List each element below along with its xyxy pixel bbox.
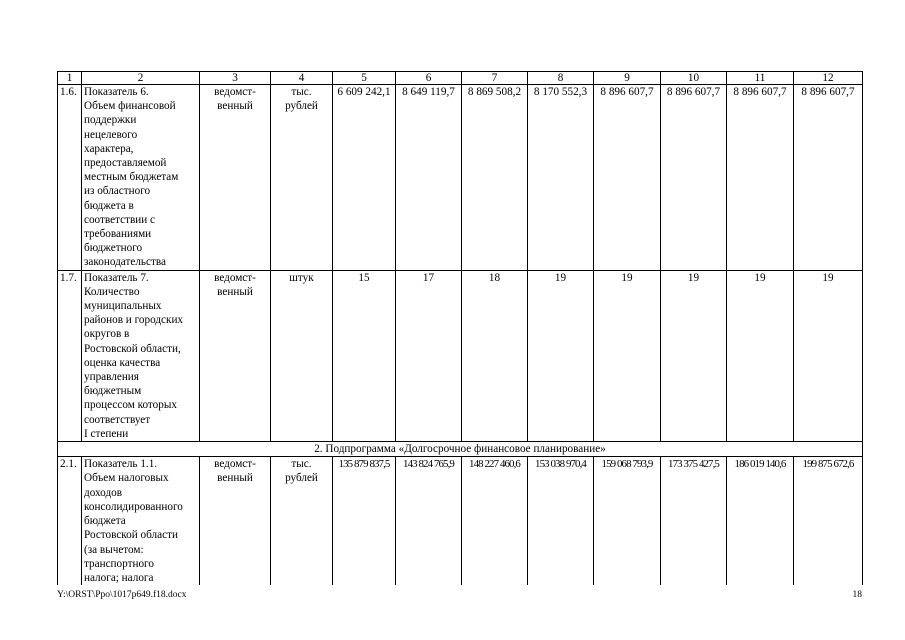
header-cell: 11	[727, 72, 794, 85]
value-cell: 159 068 793,9	[594, 457, 661, 585]
value-cell: 8 170 552,3	[528, 85, 594, 271]
table-row	[58, 270, 863, 441]
value-cell: 19	[794, 270, 863, 441]
value-cell: 153 038 970,4	[528, 457, 594, 585]
value-cell: 199 875 672,6	[794, 457, 863, 585]
value-cell: 173 375 427,5	[661, 457, 727, 585]
header-row	[58, 72, 863, 85]
indicator-type: ведомст- венный	[200, 457, 271, 585]
header-cell: 12	[794, 72, 863, 85]
row-number: 2.1.	[58, 457, 82, 585]
value-cell: 8 869 508,2	[462, 85, 528, 271]
header-cell: 4	[271, 72, 333, 85]
value-cell: 135 879 837,5	[333, 457, 396, 585]
indicator-description: Показатель 7. Количество муниципальных районов и городских округов в Ростовской области, оценка качества управления бюджетным процессом которых соответствует I степени	[82, 270, 200, 441]
value-cell: 19	[528, 270, 594, 441]
header-cell: 5	[333, 72, 396, 85]
header-cell: 6	[396, 72, 462, 85]
indicators-table	[57, 71, 863, 585]
section-row	[58, 442, 863, 457]
value-cell: 8 896 607,7	[794, 85, 863, 271]
header-cell: 2	[82, 72, 200, 85]
indicator-description: Показатель 1.1. Объем налоговых доходов консолидированного бюджета Ростовской области (за вычетом: транспортного налога; налога	[82, 457, 200, 585]
section-title: 2. Подпрограмма «Долгосрочное финансовое планирование»	[58, 442, 863, 457]
indicator-type: ведомст- венный	[200, 85, 271, 271]
table-row	[58, 85, 863, 271]
value-cell: 8 896 607,7	[594, 85, 661, 271]
header-cell: 1	[58, 72, 82, 85]
measure-unit: штук	[271, 270, 333, 441]
indicator-description: Показатель 6. Объем финансовой поддержки нецелевого характера, предоставляемой местным бюджетам из областного бюджета в соответствии с требованиями бюджетного законодательства	[82, 85, 200, 271]
value-cell: 143 824 765,9	[396, 457, 462, 585]
value-cell: 18	[462, 270, 528, 441]
footer-file-path: Y:\ORST\Ppo\1017p649.f18.docx	[57, 590, 187, 600]
value-cell: 19	[727, 270, 794, 441]
page-number: 18	[852, 590, 862, 600]
indicator-type: ведомст- венный	[200, 270, 271, 441]
value-cell: 15	[333, 270, 396, 441]
value-cell: 148 227 460,6	[462, 457, 528, 585]
value-cell: 17	[396, 270, 462, 441]
value-cell: 8 896 607,7	[727, 85, 794, 271]
value-cell: 6 609 242,1	[333, 85, 396, 271]
value-cell: 19	[594, 270, 661, 441]
value-cell: 186 019 140,6	[727, 457, 794, 585]
header-cell: 10	[661, 72, 727, 85]
table-row	[58, 457, 863, 585]
row-number: 1.7.	[58, 270, 82, 441]
header-cell: 8	[528, 72, 594, 85]
measure-unit: тыс. рублей	[271, 457, 333, 585]
header-cell: 3	[200, 72, 271, 85]
row-number: 1.6.	[58, 85, 82, 271]
header-cell: 7	[462, 72, 528, 85]
measure-unit: тыс. рублей	[271, 85, 333, 271]
value-cell: 8 649 119,7	[396, 85, 462, 271]
header-cell: 9	[594, 72, 661, 85]
value-cell: 19	[661, 270, 727, 441]
value-cell: 8 896 607,7	[661, 85, 727, 271]
